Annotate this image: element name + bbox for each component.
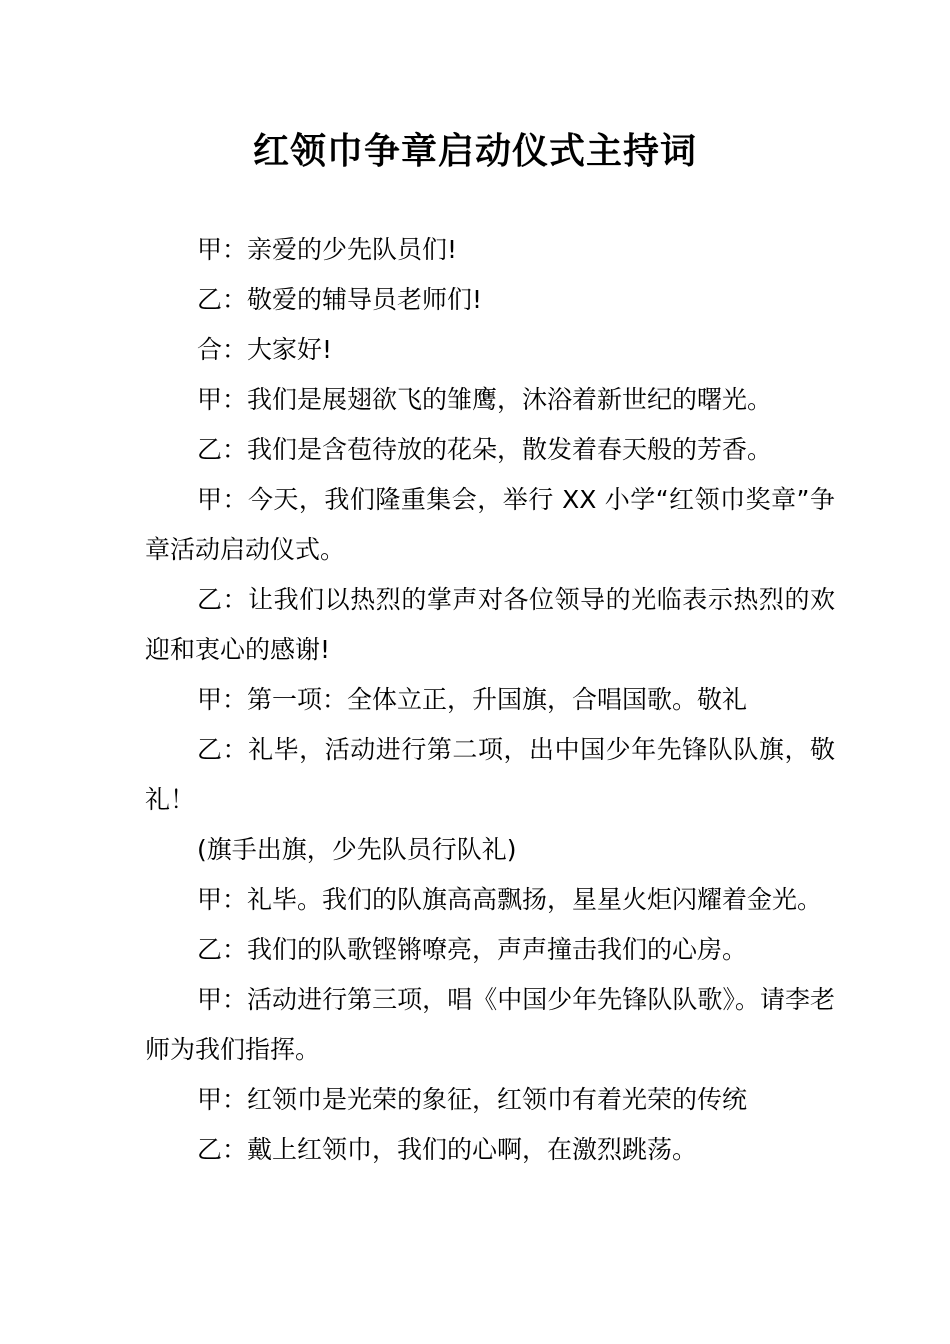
paragraph: 乙：让我们以热烈的掌声对各位领导的光临表示热烈的欢迎和衷心的感谢! — [145, 585, 835, 664]
paragraph: 甲：今天，我们隆重集会，举行 XX 小学“红领巾奖章”争章活动启动仪式。 — [145, 485, 835, 564]
paragraph: 甲：亲爱的少先队员们! — [197, 235, 458, 264]
paragraph: 乙：我们的队歌铿锵嘹亮，声声撞击我们的心房。 — [197, 935, 748, 964]
paragraph: 乙：敬爱的辅导员老师们! — [197, 285, 483, 314]
paragraph: 乙：我们是含苞待放的花朵，散发着春天般的芳香。 — [197, 435, 773, 464]
document-body — [145, 225, 835, 1175]
paragraph: 甲：礼毕。我们的队旗高高飘扬，星星火炬闪耀着金光。 — [197, 885, 823, 914]
document-title: 红领巾争章启动仪式主持词 — [252, 131, 697, 172]
paragraph: 甲：我们是展翅欲飞的雏鹰，沐浴着新世纪的曙光。 — [197, 385, 773, 414]
paragraph: 甲：活动进行第三项，唱《中国少年先锋队队歌》。请李老师为我们指挥。 — [145, 985, 835, 1064]
paragraph: 乙：礼毕，活动进行第二项，出中国少年先锋队队旗，敬礼！ — [145, 735, 835, 814]
paragraph: 甲：第一项：全体立正，升国旗，合唱国歌。敬礼 — [197, 685, 748, 714]
paragraph: 甲：红领巾是光荣的象征，红领巾有着光荣的传统 — [197, 1085, 748, 1114]
paragraph: 乙：戴上红领巾，我们的心啊，在激烈跳荡。 — [197, 1135, 698, 1164]
paragraph: (旗手出旗，少先队员行队礼) — [197, 835, 517, 864]
paragraph: 合：大家好! — [197, 335, 333, 364]
